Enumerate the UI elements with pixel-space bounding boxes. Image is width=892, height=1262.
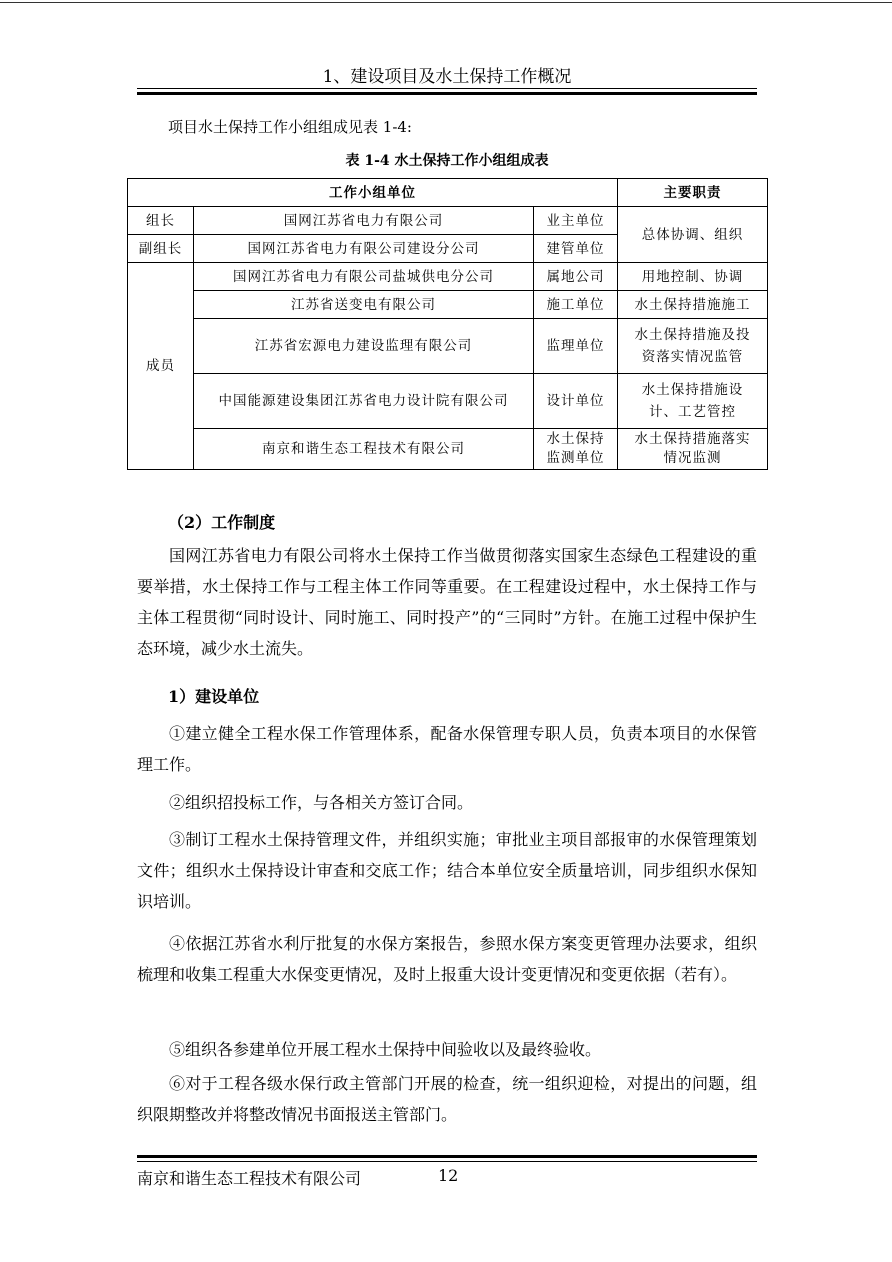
role-cell: 组长 [128, 207, 194, 235]
org-cell: 南京和谐生态工程技术有限公司 [194, 429, 534, 470]
duty-line: 情况监测 [663, 450, 722, 466]
section-heading: （2）工作制度 [168, 513, 276, 532]
list-item: ⑤组织各参建单位开展工程水土保持中间验收以及最终验收。 [169, 1040, 602, 1059]
type-cell: 设计单位 [534, 374, 618, 429]
duty-cell [618, 319, 768, 374]
type-cell: 建管单位 [534, 235, 618, 263]
table-caption: 表 1-4 水土保持工作小组组成表 [345, 153, 549, 169]
header-rule-thick [137, 92, 757, 95]
type-cell: 监理单位 [534, 319, 618, 374]
subsection-heading: 1）建设单位 [168, 687, 260, 706]
org-cell: 中国能源建设集团江苏省电力设计院有限公司 [194, 374, 534, 429]
header-duty: 主要职责 [618, 179, 768, 207]
type-cell [534, 429, 618, 470]
table-header-row [128, 179, 768, 207]
org-cell: 国网江苏省电力有限公司盐城供电分公司 [194, 263, 534, 291]
table-row [128, 263, 768, 291]
table-intro: 项目水土保持工作小组组成见表 1-4: [168, 118, 412, 136]
duty-line: 计、工艺管控 [649, 404, 737, 420]
org-cell: 江苏省送变电有限公司 [194, 291, 534, 319]
duty-cell [618, 374, 768, 429]
member-role-cell: 成员 [128, 263, 194, 470]
duty-line: 水土保持措施设 [641, 382, 744, 398]
table-row [128, 207, 768, 235]
duty-cell: 水土保持措施施工 [618, 291, 768, 319]
duty-line: 水土保持措施落实 [634, 431, 751, 447]
table-row [128, 429, 768, 470]
duty-line: 资落实情况监管 [641, 349, 744, 365]
list-item: ③制订工程水土保持管理文件，并组织实施；审批业主项目部报审的水保管理策划文件；组织水土保持设计审查和交底工作；结合本单位安全质量培训，同步组织水保知识培训。 [137, 830, 757, 911]
type-cell: 业主单位 [534, 207, 618, 235]
table-row [128, 291, 768, 319]
footer-rule-thin [137, 1161, 757, 1162]
scan-top-edge [0, 2, 892, 3]
table-row [128, 374, 768, 429]
table-row [128, 319, 768, 374]
org-cell: 江苏省宏源电力建设监理有限公司 [194, 319, 534, 374]
duty-line: 水土保持措施及投 [634, 327, 751, 343]
duty-cell: 用地控制、协调 [618, 263, 768, 291]
type-cell: 属地公司 [534, 263, 618, 291]
footer-rule-thick [137, 1155, 757, 1158]
list-item: ⑥对于工程各级水保行政主管部门开展的检查，统一组织迎检，对提出的问题，组织限期整改并将整改情况书面报送主管部门。 [137, 1074, 757, 1124]
role-cell: 副组长 [128, 235, 194, 263]
work-group-table [127, 178, 768, 470]
paragraph: 国网江苏省电力有限公司将水土保持工作当做贯彻落实国家生态绿色工程建设的重要举措，水土保持工作与工程主体工作同等重要。在工程建设过程中，水土保持工作与主体工程贯彻“同时设计、同时施工、同时投产”的“三同时”方针。在施工过程中保护生态环境，减少水土流失。 [137, 546, 757, 658]
header-rule-thin [137, 88, 757, 89]
org-cell: 国网江苏省电力有限公司建设分公司 [194, 235, 534, 263]
footer-company: 南京和谐生态工程技术有限公司 [137, 1169, 362, 1188]
running-header: 1、建设项目及水土保持工作概况 [322, 67, 572, 87]
duty-cell [618, 429, 768, 470]
leader-duty-cell: 总体协调、组织 [618, 207, 768, 263]
list-item: ②组织招投标工作，与各相关方签订合同。 [169, 793, 474, 812]
list-item: ①建立健全工程水保工作管理体系，配备水保管理专职人员，负责本项目的水保管理工作。 [137, 724, 757, 774]
org-cell: 国网江苏省电力有限公司 [194, 207, 534, 235]
list-item: ④依据江苏省水利厅批复的水保方案报告，参照水保方案变更管理办法要求，组织梳理和收集工程重大水保变更情况，及时上报重大设计变更情况和变更依据（若有）。 [137, 934, 757, 984]
header-unit: 工作小组单位 [128, 179, 618, 207]
type-line: 监测单位 [546, 450, 605, 466]
page-number: 12 [438, 1166, 459, 1185]
type-line: 水土保持 [546, 431, 605, 447]
type-cell: 施工单位 [534, 291, 618, 319]
